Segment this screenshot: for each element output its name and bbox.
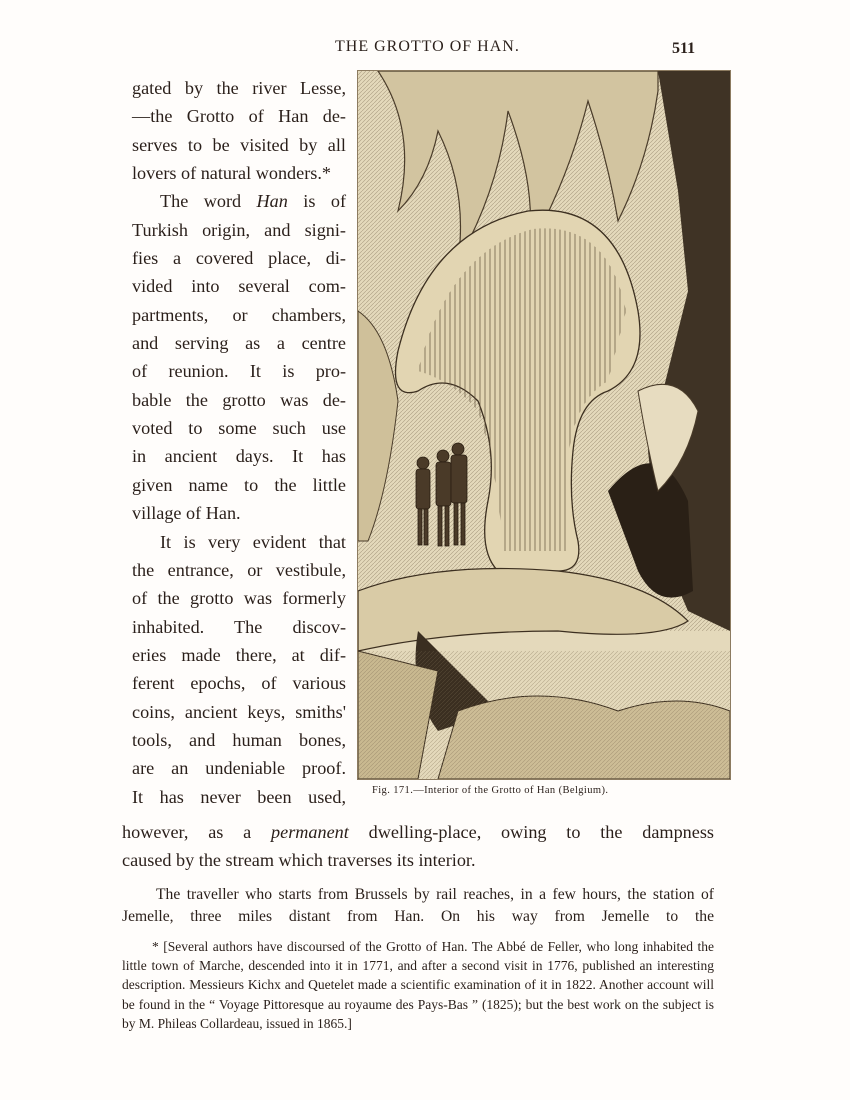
text-line: are an undeniable proof. — [132, 758, 346, 779]
text-line: eries made there, at dif- — [132, 644, 346, 665]
italic-word: Han — [256, 191, 288, 212]
text-line: voted to some such use — [132, 418, 346, 439]
text-line: inhabited. The discov- — [132, 616, 346, 637]
text-line: caused by the stream which traverses its interior. — [122, 850, 476, 870]
continued-paragraph — [122, 818, 714, 874]
footnote — [122, 937, 714, 1033]
text-line: the entrance, or vestibule, — [132, 559, 346, 580]
figure-caption: Fig. 171.—Interior of the Grotto of Han (Belgium). — [372, 785, 609, 796]
text-line: coins, ancient keys, smiths' — [132, 701, 346, 722]
text-line: fies a covered place, di- — [132, 248, 346, 269]
text-line: of the grotto was formerly — [132, 588, 346, 609]
text-line: lovers of natural wonders.* — [132, 163, 331, 184]
text-line: It has never been used, — [132, 786, 346, 807]
running-title: THE GROTTO OF HAN. — [335, 38, 520, 55]
body-paragraph — [122, 884, 714, 928]
text-line: bable the grotto was de- — [132, 389, 346, 410]
text-line: vided into several com- — [132, 276, 346, 297]
text-line: of reunion. It is pro- — [132, 361, 346, 382]
text-line: and serving as a centre — [132, 333, 346, 354]
running-header — [0, 38, 850, 62]
left-text-column — [132, 74, 346, 811]
text-line: tools, and human bones, — [132, 729, 346, 750]
italic-word: permanent — [271, 822, 349, 842]
text-line: The word Han is of — [160, 191, 347, 212]
text-line: ferent epochs, of various — [132, 673, 346, 694]
engraving-image — [358, 71, 730, 779]
text-line: given name to the little — [132, 474, 346, 495]
text-line: It is very evident that — [160, 531, 346, 552]
paragraph-text: The traveller who starts from Brussels by rail reaches, in a few hours, the station of Jemelle, three miles distant from Han. On his way from Jemelle to the — [122, 886, 714, 925]
text-line: Turkish origin, and signi- — [132, 219, 346, 240]
grotto-illustration — [357, 70, 731, 780]
text-line: serves to be visited by all — [132, 134, 346, 155]
text-line: village of Han. — [132, 503, 241, 524]
text-line: partments, or chambers, — [132, 304, 346, 325]
text-line: —the Grotto of Han de- — [132, 106, 346, 127]
page-number: 511 — [672, 40, 696, 57]
text-line: however, as a permanent dwelling-place, owing to the dampness — [122, 822, 714, 842]
text-line: in ancient days. It has — [132, 446, 346, 467]
footnote-text: * [Several authors have discoursed of the Grotto of Han. The Abbé de Feller, who long inhabited the little town of Marche, descended into it in 1771, and after a second visit in 1776, published an interesting description. Messieurs Kichx and Quetelet made a scientific examination of it in 1822. Another account will be found in the “ Voyage Pittoresque au royaume des Pays-Bas ” (1825); but the best work on the subject is by M. Phileas Collardeau, issued in 1865.] — [122, 939, 714, 1031]
text-line: gated by the river Lesse, — [132, 78, 346, 98]
